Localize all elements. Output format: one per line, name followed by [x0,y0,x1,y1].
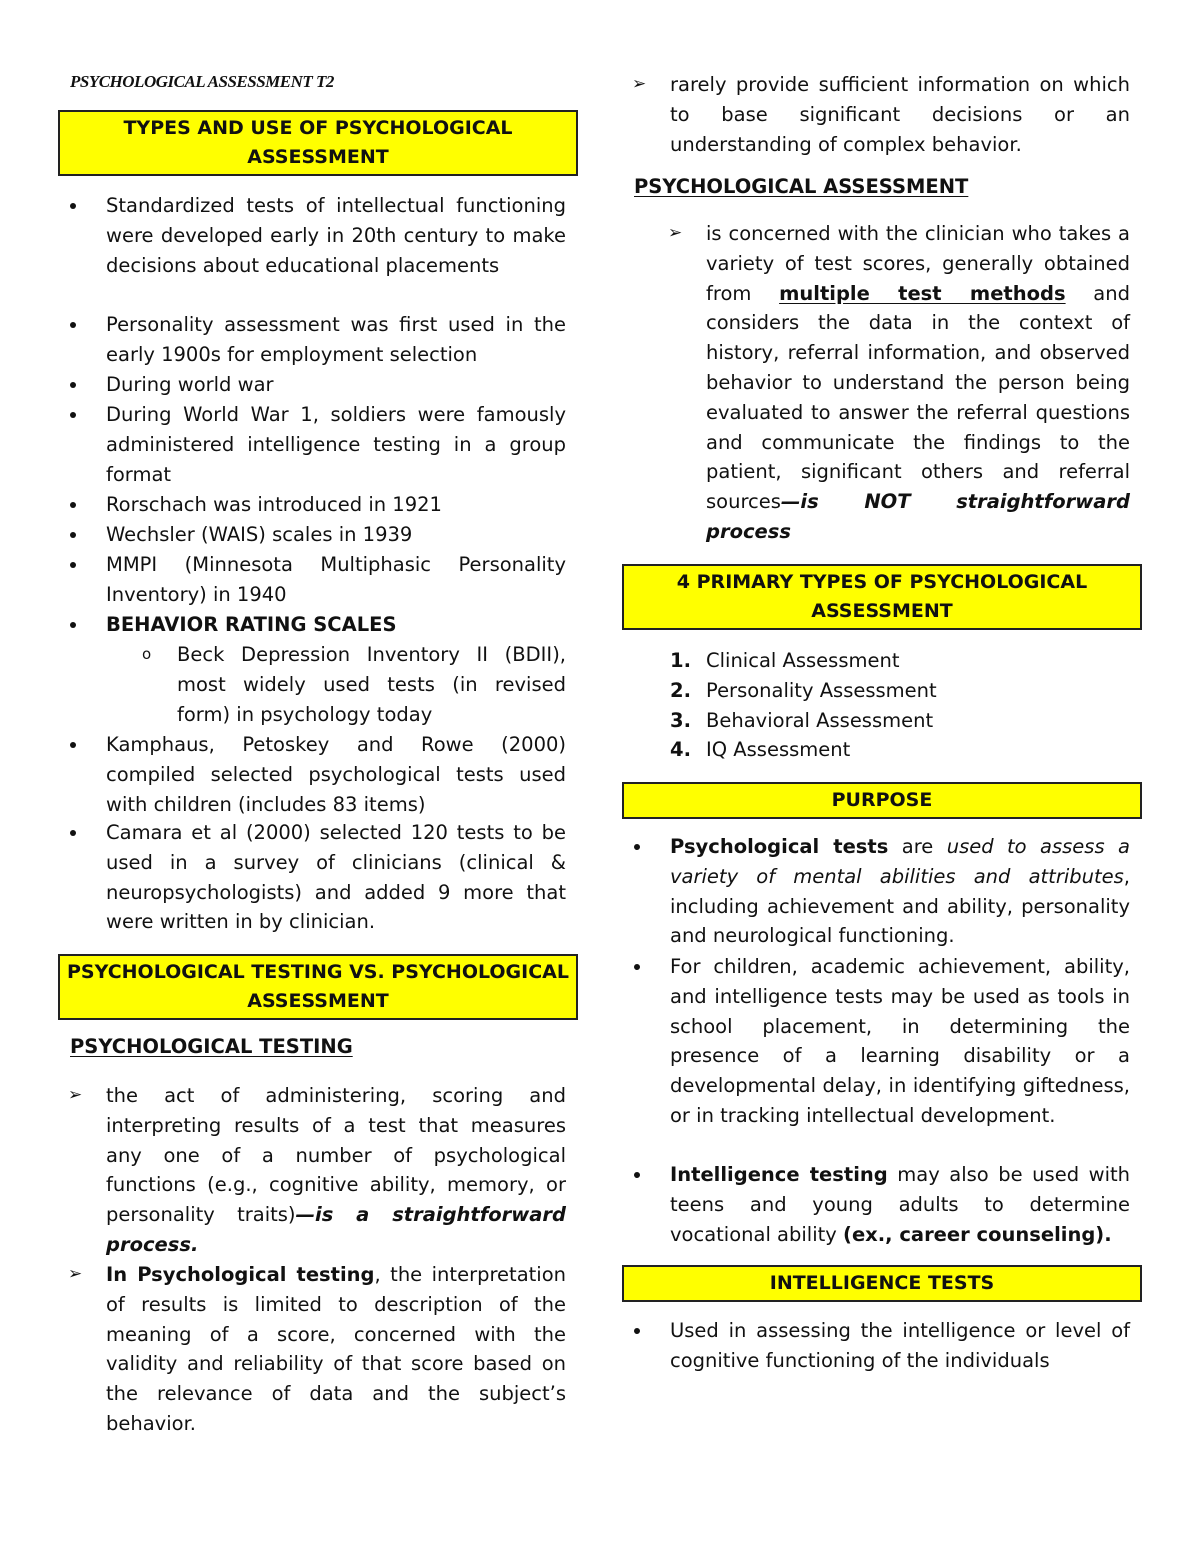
list-item-behavior-rating: BEHAVIOR RATING SCALES [58,610,566,640]
list-item: During world war [58,370,566,400]
list-item-text: may also be used with teens and young adults to determine vocational ability [670,1163,1130,1246]
list-item-text-cont: , including achievement and ability, personality and neurological functioning. [670,864,1130,948]
arrow-item-lead: In Psychological testing [106,1263,375,1286]
section-box-purpose: PURPOSE [622,782,1142,819]
arrow-item-text-cont: and considers the data in the context of history, referral information, and observed behavior to understand the person being evaluated to answer the referral questions and communicate the findings to the patient, significant others and referral sources [706,281,1130,514]
sub-list-item [58,640,566,729]
list-item: MMPI (Minnesota Multiphasic Personality Inventory) in 1940 [58,550,566,610]
sub-list-item-text: Beck Depression Inventory II (BDII), most widely used tests (in revised form) in psychology today [177,643,566,726]
section-box-title-line2: ASSESSMENT [811,600,953,622]
item-number: 3. [670,709,691,732]
list-item-lead: Intelligence testing [670,1163,888,1186]
section-box-testing-vs-assessment [58,954,578,1020]
item-label: Personality Assessment [706,679,937,702]
section-box-primary-types [622,564,1142,630]
list-item [622,1160,1130,1249]
list-item: Rorschach was introduced in 1921 [58,490,566,520]
arrow-list-item [658,219,1130,547]
list-item: For children, academic achievement, ability, and intelligence tests may be used as tools in school placement, in determining the presence of a learning disability or a developmental delay, in identifying giftedness, or in tracking intellectual development. [622,952,1130,1131]
heading-psychological-testing: PSYCHOLOGICAL TESTING [70,1035,353,1058]
item-number: 1. [670,649,691,672]
numbered-item [622,735,1130,765]
arrow-item-emphasis: —is a straightforward process. [106,1203,566,1256]
arrow-bullet-icon: ➢ [668,223,683,243]
document-header: PSYCHOLOGICAL ASSESSMENT T2 [70,72,334,91]
section-box-types-use [58,110,578,176]
section-box-title-line1: 4 PRIMARY TYPES OF PSYCHOLOGICAL [676,571,1088,593]
arrow-item-text: the act of administering, scoring and interpreting results of a test that measures any one of a number of psychological functions (e.g., cognitive ability, memory, or personality traits) [106,1084,566,1227]
list-item [622,832,1130,951]
section-box-intelligence-tests: INTELLIGENCE TESTS [622,1265,1142,1302]
arrow-item-emphasis: —is NOT straightforward process [706,490,1130,543]
list-item: Used in assessing the intelligence or level of cognitive functioning of the individuals [622,1316,1130,1376]
arrow-item-text: rarely provide sufficient information on which to base significant decisions or an understanding of complex behavior. [670,73,1130,156]
item-number: 4. [670,738,691,761]
arrow-item-text: is concerned with the clinician who takes a variety of test scores, generally obtained from [706,222,1130,305]
arrow-bullet-icon: ➢ [68,1264,83,1284]
arrow-item-text: , the interpretation of results is limited to description of the meaning of a score, concerned with the validity and reliability of that score based on the relevance of data and the subject’s behavior. [106,1263,566,1435]
section-box-title-line2: ASSESSMENT [247,146,389,168]
list-item: Kamphaus, Petoskey and Rowe (2000) compiled selected psychological tests used with children (includes 83 items) [58,730,566,819]
list-item-italic: used to assess a variety of mental abilities and attributes [670,835,1130,888]
list-item: Wechsler (WAIS) scales in 1939 [58,520,566,550]
item-label: Clinical Assessment [706,649,900,672]
arrow-list-item [58,1081,566,1260]
section-box-title-line1: PSYCHOLOGICAL TESTING VS. PSYCHOLOGICAL [67,961,569,983]
heading-psychological-assessment: PSYCHOLOGICAL ASSESSMENT [634,175,969,198]
arrow-list-item [58,1260,566,1439]
list-item-bold-end: (ex., career counseling). [843,1222,1112,1246]
section-box-title-line2: ASSESSMENT [247,990,389,1012]
list-item: Camara et al (2000) selected 120 tests to be used in a survey of clinicians (clinical & neuropsychologists) and added 9 more that were written in by clinician. [58,818,566,937]
numbered-item [622,676,1130,706]
arrow-bullet-icon: ➢ [632,74,647,94]
numbered-item [622,646,1130,676]
list-item-lead: Psychological tests [670,835,889,858]
item-label: IQ Assessment [706,738,851,761]
list-item-text: are [888,835,947,858]
numbered-item [622,706,1130,736]
arrow-bullet-icon: ➢ [68,1085,83,1105]
list-item: During World War 1, soldiers were famously administered intelligence testing in a group format [58,400,566,489]
section-box-title-line1: TYPES AND USE OF PSYCHOLOGICAL [123,117,513,139]
arrow-list-item [622,70,1130,159]
item-label: Behavioral Assessment [706,709,934,732]
hollow-bullet-icon: o [142,645,152,663]
list-item: Standardized tests of intellectual functioning were developed early in 20th century to make decisions about educational placements [58,191,566,280]
item-number: 2. [670,679,691,702]
list-item: Personality assessment was first used in the early 1900s for employment selection [58,310,566,370]
key-term: multiple test methods [779,281,1066,305]
